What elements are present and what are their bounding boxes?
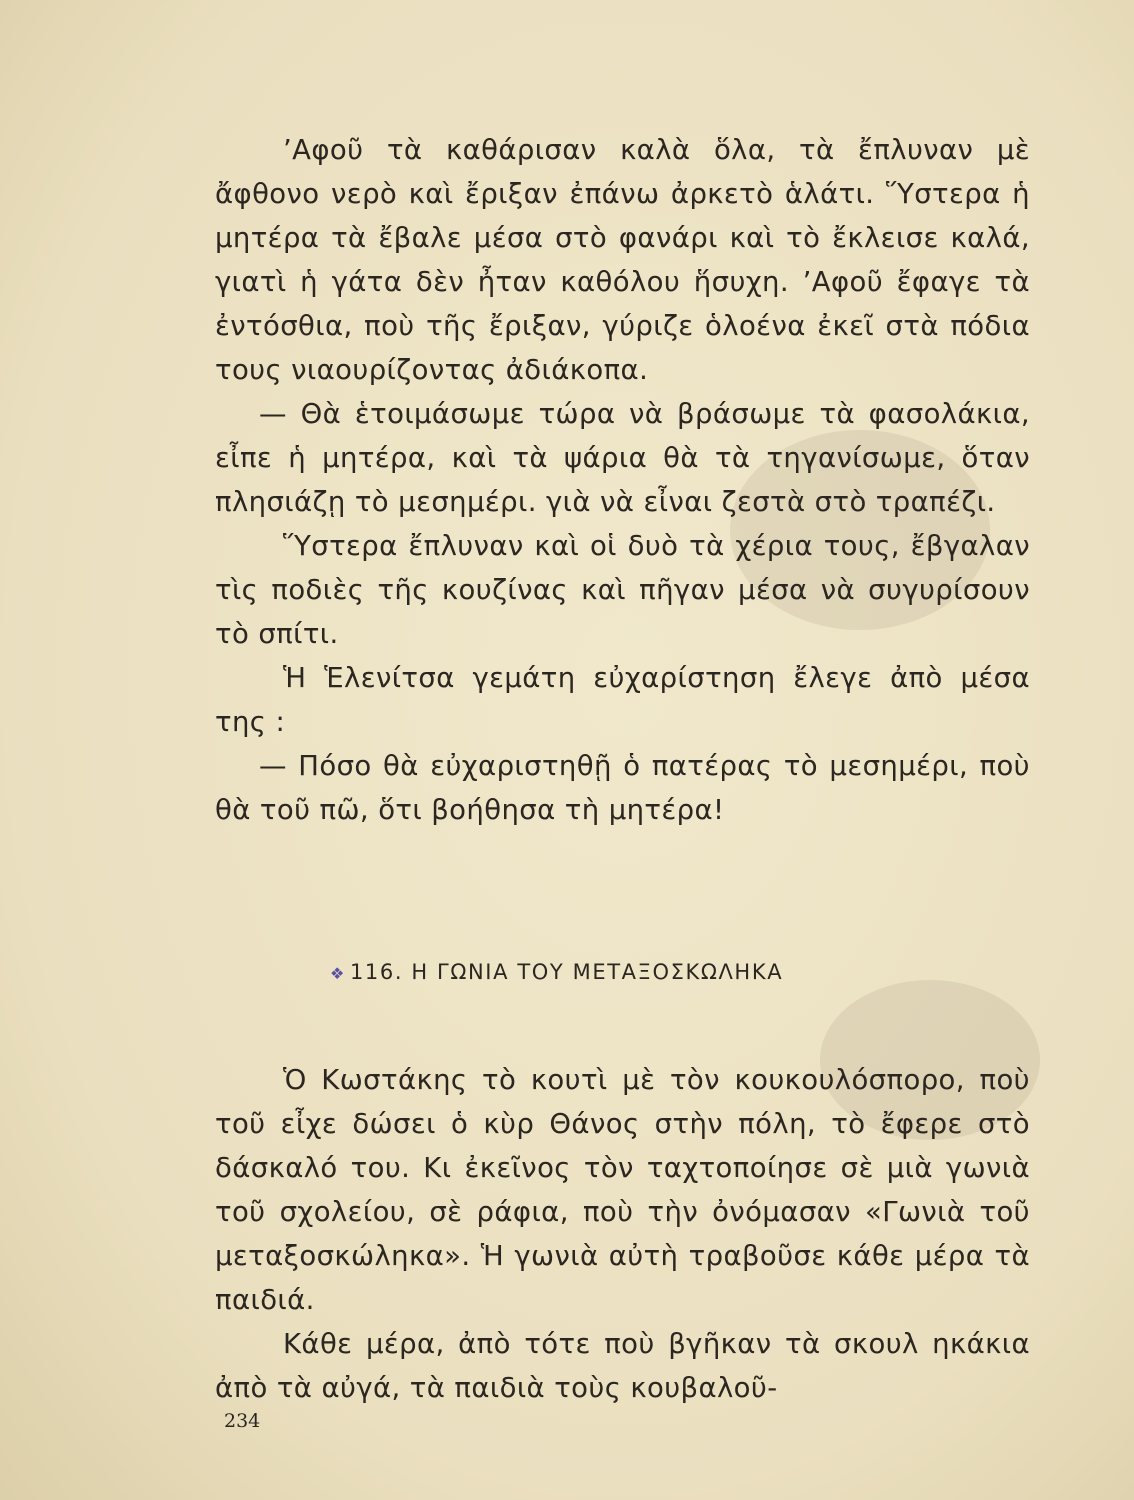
- paragraph: Κάθε μέρα, ἀπὸ τότε ποὺ βγῆκαν τὰ σκουλ ηκάκια ἀπὸ τὰ αὐγά, τὰ παιδιὰ τοὺς κουβαλοῦ-: [215, 1328, 1030, 1404]
- page-number: 234: [224, 1410, 261, 1432]
- paragraph: — Πόσο θὰ εὐχαριστηθῇ ὁ πατέρας τὸ μεσημέρι, ποὺ θὰ τοῦ πῶ, ὅτι βοήθησα τὴ μητέρα!: [215, 750, 1030, 826]
- paragraph: Ὕστερα ἔπλυναν καὶ οἱ δυὸ τὰ χέρια τους, ἔβγαλαν τὶς ποδιὲς τῆς κουζίνας καὶ πῆγαν μέσα νὰ συγυρίσουν τὸ σπίτι.: [215, 530, 1030, 650]
- paragraph: ’Αφοῦ τὰ καθάρισαν καλὰ ὅλα, τὰ ἔπλυναν μὲ ἄφθονο νερὸ καὶ ἔριξαν ἐπάνω ἀρκετὸ ἁλάτι. Ὕστερα ἡ μητέρα τὰ ἔβαλε μέσα στὸ φανάρι καὶ τὸ ἔκλεισε καλά, γιατὶ ἡ γάτα δὲν ἦταν καθόλου ἥσυχη. ’Αφοῦ ἔφαγε τὰ ἐντόσθια, ποὺ τῆς ἔριξαν, γύριζε ὁλοένα ἐκεῖ στὰ πόδια τους νιαουρίζοντας ἀδιάκοπα.: [215, 134, 1030, 386]
- paragraph: Ἡ Ἑλενίτσα γεμάτη εὐχαρίστηση ἔλεγε ἀπὸ μέσα της :: [215, 662, 1030, 738]
- text-section-top: [215, 128, 1030, 832]
- paragraph: — Θὰ ἑτοιμάσωμε τώρα νὰ βράσωμε τὰ φασολάκια, εἶπε ἡ μητέρα, καὶ τὰ ψάρια θὰ τὰ τηγανίσωμε, ὅταν πλησιάζῃ τὸ μεσημέρι. γιὰ νὰ εἶναι ζεστὰ στὸ τραπέζι.: [215, 398, 1030, 518]
- text-section-bottom: [215, 1058, 1030, 1410]
- chapter-heading: ❖ 116. Η ΓΩΝΙΑ ΤΟΥ ΜΕΤΑΞΟΣΚΩΛΗΚΑ: [330, 960, 784, 984]
- paragraph: Ὁ Κωστάκης τὸ κουτὶ μὲ τὸν κουκουλόσπορο, ποὺ τοῦ εἶχε δώσει ὁ κὺρ Θάνος στὴν πόλη, τὸ ἔφερε στὸ δάσκαλό του. Κι ἐκεῖνος τὸν ταχτοποίησε σὲ μιὰ γωνιὰ τοῦ σχολείου, σὲ ράφια, ποὺ τὴν ὀνόμασαν «Γωνιὰ τοῦ μεταξοσκώληκα». Ἡ γωνιὰ αὐτὴ τραβοῦσε κάθε μέρα τὰ παιδιά.: [215, 1064, 1030, 1316]
- ink-mark-icon: ❖: [330, 964, 346, 983]
